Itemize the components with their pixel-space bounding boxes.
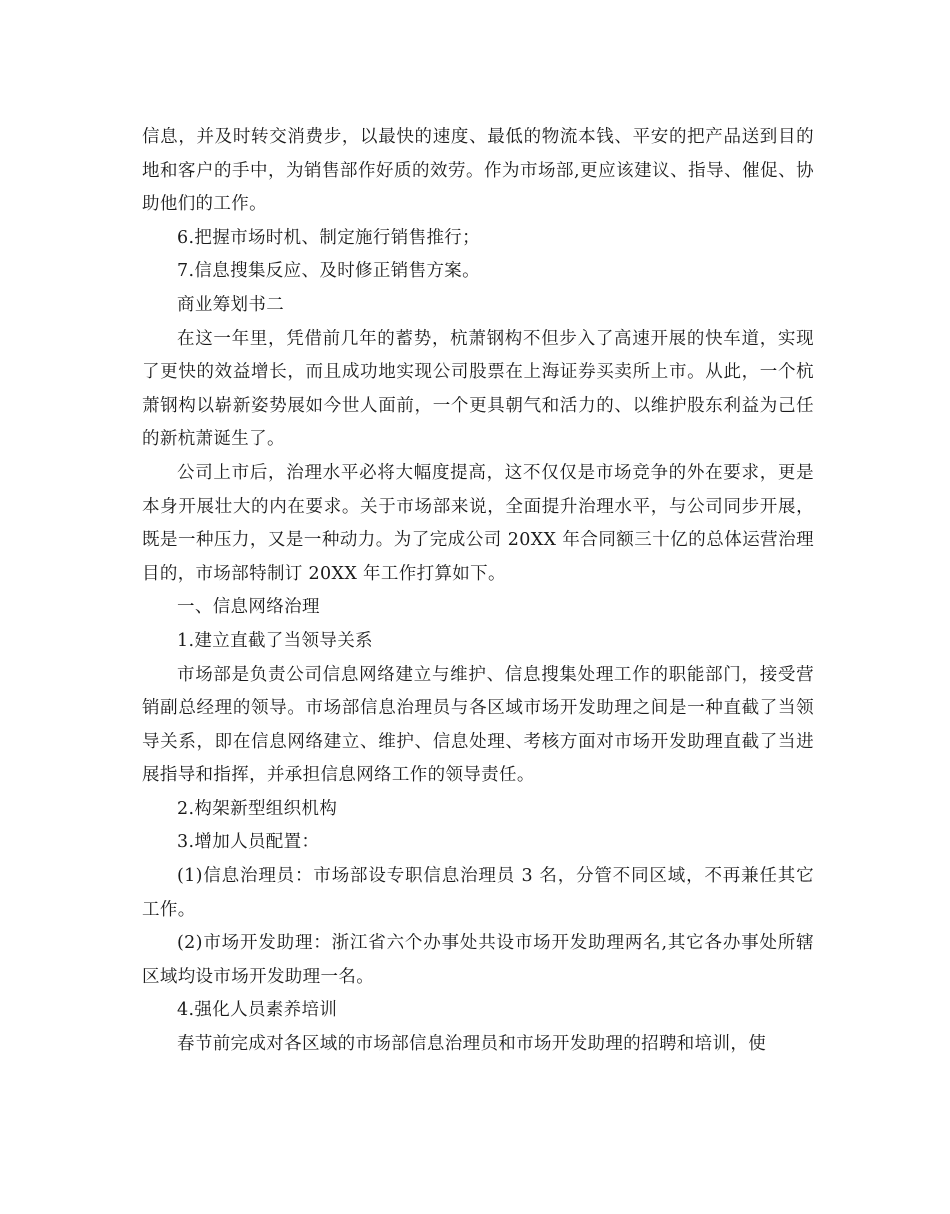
paragraph: 在这一年里，凭借前几年的蓄势，杭萧钢构不但步入了高速开展的快车道，实现了更快的效益增长，而且成功地实现公司股票在上海证券买卖所上市。从此，一个杭萧钢构以崭新姿势展如今世人面前，一个更具朝气和活力的、以维护股东利益为己任的新杭萧诞生了。 (142, 328, 814, 450)
section-heading: 一、信息网络治理 (177, 597, 320, 618)
section-heading: 商业筹划书二 (177, 294, 285, 315)
list-item: 1.建立直截了当领导关系 (177, 630, 373, 651)
paragraph: 市场部是负责公司信息网络建立与维护、信息搜集处理工作的职能部门，接受营销副总经理的领导。市场部信息治理员与各区域市场开发助理之间是一种直截了当领导关系，即在信息网络建立、维护、信息处理、考核方面对市场开发助理直截了当进展指导和指挥，并承担信息网络工作的领导责任。 (142, 664, 814, 786)
paragraph: 公司上市后，治理水平必将大幅度提高，这不仅仅是市场竞争的外在要求，更是本身开展壮大的内在要求。关于市场部来说，全面提升治理水平，与公司同步开展，既是一种压力，又是一种动力。为了完成公司 20XX 年合同额三十亿的总体运营治理目的，市场部特制订 20XX 年工作打算如下。 (142, 462, 814, 584)
list-item: 3.增加人员配置： (177, 832, 320, 853)
document-body (142, 121, 814, 1062)
list-item: 6.把握市场时机、制定施行销售推行； (177, 227, 480, 248)
list-item: 2.构架新型组织机构 (177, 798, 338, 819)
list-item: 7.信息搜集反应、及时修正销售方案。 (177, 261, 480, 282)
list-item: (1)信息治理员：市场部设专职信息治理员 3 名，分管不同区域，不再兼任其它工作。 (142, 866, 814, 920)
paragraph: 信息，并及时转交消费步，以最快的速度、最低的物流本钱、平安的把产品送到目的地和客户的手中，为销售部作好质的效劳。作为市场部,更应该建议、指导、催促、协助他们的工作。 (142, 127, 814, 215)
paragraph: 春节前完成对各区域的市场部信息治理员和市场开发助理的招聘和培训，使 (177, 1034, 767, 1055)
list-item: 4.强化人员素养培训 (177, 1000, 338, 1021)
list-item: (2)市场开发助理：浙江省六个办事处共设市场开发助理两名,其它各办事处所辖区域均设市场开发助理一名。 (142, 933, 814, 987)
